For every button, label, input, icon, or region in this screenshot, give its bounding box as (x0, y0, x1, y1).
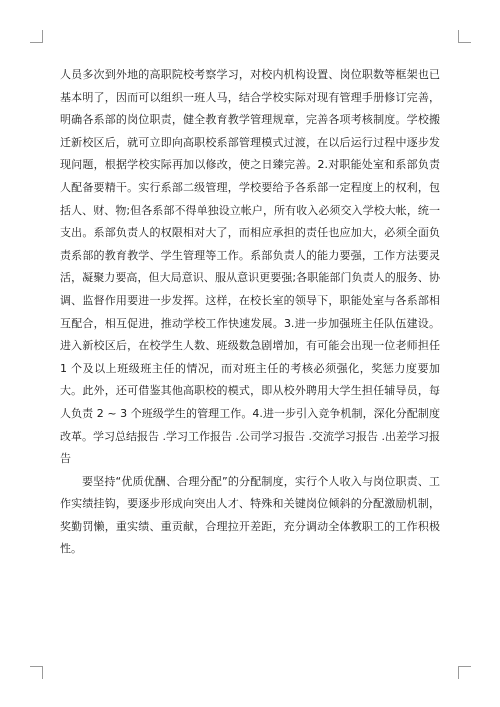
crop-mark-top-right (458, 30, 471, 43)
crop-mark-top-left (30, 30, 43, 43)
paragraph-2: 要坚持“优质优酬、合理分配”的分配制度，实行个人收入与岗位职责、工作实绩挂钩，要逐步形成向突出人才、特殊和关键岗位倾斜的分配激励机制，奖勤罚懒，重实绩、重贡献，合理拉开差距，充分调动全体教职工的工作积极性。 (60, 474, 440, 556)
paragraph-1: 人员多次到外地的高职院校考察学习，对校内机构设置、岗位职数等框架也已基本明了，因而可以组织一班人马，结合学校实际对现有管理手册修订完善，明确各系部的岗位职责，健全教育教学管理规章，完善各项考核制度。学校搬迁新校区后，就可立即向高职校系部管理模式过渡，在以后运行过程中逐步发现问题，根据学校实际再加以修改，使之日臻完善。2.对职能处室和系部负责人配备要精干。实行系部二级管理，学校要给予各系部一定程度上的权利，包括人、财、物;但各系部不得单独设立帐户，所有收入必须交入学校大帐，统一支出。系部负责人的权限相对大了，而相应承担的责任也应加大，必须全面负责系部的教育教学、学生管理等工作。系部负责人的能力要强，工作方法要灵活，凝聚力要高，但大局意识、服从意识更要强;各职能部门负责人的服务、协调、监督作用要进一步发挥。这样，在校长室的领导下，职能处室与各系部相互配合，相互促进，推动学校工作快速发展。3.进一步加强班主任队伍建设。进入新校区后，在校学生人数、班级数急剧增加，有可能会出现一位老师担任 1 个及以上班级班主任的情况，而对班主任的考核必须强化，奖惩力度要加大。此外，还可借鉴其他高职校的模式，即从校外聘用大学生担任辅导员，每人负责 2 ~ 3 个班级学生的管理工作。4.进一步引入竞争机制，深化分配制度改革。学习总结报告 .学习工作报告 .公司学习报告 .交流学习报告 .出差学习报告 (60, 68, 440, 466)
document-body (60, 64, 440, 561)
crop-mark-bottom-right (458, 666, 471, 679)
crop-mark-bottom-left (30, 666, 43, 679)
